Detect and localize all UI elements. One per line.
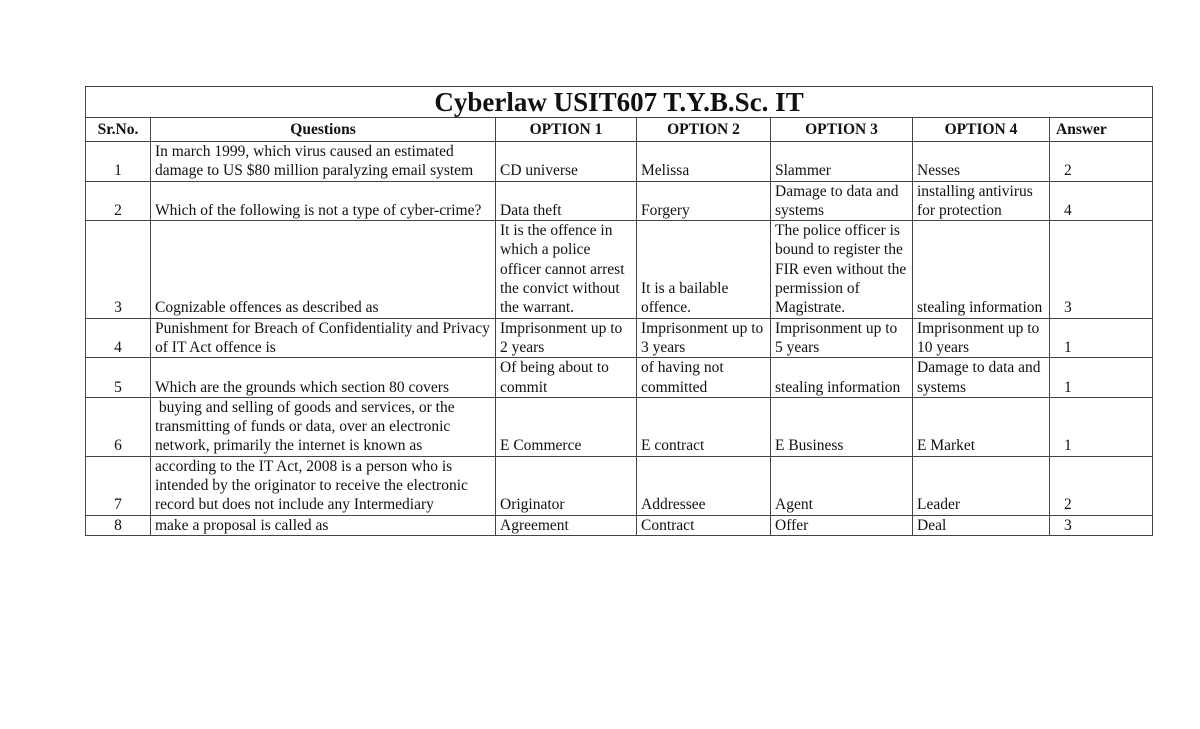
option-2-cell-text: Contract <box>641 516 695 534</box>
sr-no-cell-text: 2 <box>114 201 122 219</box>
answer-cell <box>1050 181 1153 221</box>
option-3-cell <box>771 181 913 221</box>
option-3-cell <box>771 515 913 535</box>
answer-cell <box>1050 142 1153 182</box>
option-4-cell-text: Damage to data and systems <box>917 359 1045 396</box>
sr-no-cell <box>86 142 151 182</box>
option-1-cell <box>496 181 637 221</box>
question-cell-text: Which of the following is not a type of cyber-crime? <box>155 201 482 219</box>
option-4-cell-text: Deal <box>917 516 947 534</box>
question-cell-text: buying and selling of goods and services, or the transmitting of funds or data, over an electronic network, primarily the internet is known as <box>155 398 459 455</box>
question-cell <box>151 318 496 358</box>
option-2-cell-text: E contract <box>641 437 705 455</box>
option-4-cell <box>913 397 1050 456</box>
option-3-cell <box>771 397 913 456</box>
option-2-cell <box>637 515 771 535</box>
option-2-cell <box>637 456 771 515</box>
option-4-cell <box>913 358 1050 398</box>
table-row <box>86 397 1153 456</box>
header-option-2: OPTION 2 <box>637 118 771 142</box>
sr-no-cell-text: 1 <box>114 162 122 180</box>
option-1-cell <box>496 318 637 358</box>
option-2-cell <box>637 221 771 318</box>
sr-no-cell-text: 3 <box>114 299 122 317</box>
option-2-cell <box>637 358 771 398</box>
option-3-cell <box>771 142 913 182</box>
header-sr-no: Sr.No. <box>86 118 151 142</box>
option-1-cell-text: Originator <box>500 496 565 514</box>
option-4-cell-text: installing antivirus for protection <box>917 182 1037 219</box>
answer-cell-text: 1 <box>1064 338 1072 356</box>
question-cell <box>151 181 496 221</box>
sr-no-cell <box>86 221 151 318</box>
answer-cell <box>1050 358 1153 398</box>
option-1-cell-text: It is the offence in which a police officer cannot arrest the convict without the warrant. <box>500 222 629 317</box>
option-3-cell <box>771 456 913 515</box>
question-cell-text: according to the IT Act, 2008 is a person who is intended by the originator to receive the electronic record but does not include any Intermediary <box>155 457 472 514</box>
option-3-cell-text: E Business <box>775 437 844 455</box>
option-1-cell <box>496 358 637 398</box>
answer-cell <box>1050 515 1153 535</box>
sr-no-cell <box>86 397 151 456</box>
sr-no-cell-text: 4 <box>114 338 122 356</box>
option-4-cell-text: Nesses <box>917 162 961 180</box>
sr-no-cell <box>86 515 151 535</box>
sr-no-cell <box>86 318 151 358</box>
header-questions: Questions <box>151 118 496 142</box>
header-option-1: OPTION 1 <box>496 118 637 142</box>
option-4-cell <box>913 142 1050 182</box>
option-3-cell <box>771 358 913 398</box>
option-4-cell <box>913 318 1050 358</box>
question-cell <box>151 142 496 182</box>
sr-no-cell-text: 5 <box>114 378 122 396</box>
answer-cell-text: 3 <box>1064 299 1072 317</box>
question-cell <box>151 456 496 515</box>
table-row <box>86 358 1153 398</box>
option-1-cell-text: CD universe <box>500 162 578 180</box>
sr-no-cell <box>86 181 151 221</box>
option-4-cell-text: Imprisonment up to 10 years <box>917 319 1044 356</box>
sr-no-cell-text: 7 <box>114 496 122 514</box>
table-row <box>86 221 1153 318</box>
option-3-cell-text: Damage to data and systems <box>775 182 903 219</box>
question-cell <box>151 221 496 318</box>
question-cell-text: make a proposal is called as <box>155 516 329 534</box>
question-cell-text: Which are the grounds which section 80 covers <box>155 378 449 396</box>
question-cell-text: Punishment for Breach of Confidentiality and Privacy of IT Act offence is <box>155 319 494 356</box>
option-3-cell-text: Slammer <box>775 162 831 180</box>
option-1-cell-text: E Commerce <box>500 437 582 455</box>
answer-cell <box>1050 221 1153 318</box>
table-row <box>86 181 1153 221</box>
sr-no-cell <box>86 456 151 515</box>
option-2-cell <box>637 318 771 358</box>
table-row <box>86 515 1153 535</box>
option-1-cell <box>496 515 637 535</box>
question-cell-text: Cognizable offences as described as <box>155 299 379 317</box>
option-1-cell <box>496 221 637 318</box>
option-2-cell <box>637 142 771 182</box>
table-row <box>86 456 1153 515</box>
option-2-cell-text: Melissa <box>641 162 690 180</box>
header-option-4: OPTION 4 <box>913 118 1050 142</box>
option-3-cell-text: The police officer is bound to register the FIR even without the permission of Magistrate. <box>775 222 911 317</box>
answer-cell <box>1050 397 1153 456</box>
mcq-table <box>85 86 1153 536</box>
option-1-cell-text: Agreement <box>500 516 569 534</box>
sr-no-cell-text: 6 <box>114 437 122 455</box>
option-4-cell <box>913 181 1050 221</box>
option-3-cell-text: stealing information <box>775 378 901 396</box>
option-1-cell <box>496 142 637 182</box>
option-3-cell <box>771 221 913 318</box>
option-4-cell <box>913 221 1050 318</box>
answer-cell-text: 1 <box>1064 378 1072 396</box>
option-2-cell-text: Imprisonment up to 3 years <box>641 319 768 356</box>
answer-cell-text: 2 <box>1064 496 1072 514</box>
option-2-cell-text: Forgery <box>641 201 690 219</box>
answer-cell-text: 2 <box>1064 162 1072 180</box>
option-4-cell-text: Leader <box>917 496 961 514</box>
header-answer: Answer <box>1050 118 1153 142</box>
option-2-cell-text: It is a bailable offence. <box>641 280 733 317</box>
option-2-cell <box>637 181 771 221</box>
answer-cell <box>1050 456 1153 515</box>
option-2-cell-text: of having not committed <box>641 359 728 396</box>
question-cell <box>151 358 496 398</box>
option-4-cell <box>913 456 1050 515</box>
answer-cell <box>1050 318 1153 358</box>
answer-cell-text: 3 <box>1064 516 1072 534</box>
option-1-cell <box>496 456 637 515</box>
option-1-cell <box>496 397 637 456</box>
answer-cell-text: 4 <box>1064 201 1072 219</box>
option-3-cell <box>771 318 913 358</box>
option-4-cell-text: E Market <box>917 437 976 455</box>
option-1-cell-text: Data theft <box>500 201 562 219</box>
option-2-cell <box>637 397 771 456</box>
column-header-row <box>86 118 1153 142</box>
option-4-cell-text: stealing information <box>917 299 1043 317</box>
option-1-cell-text: Imprisonment up to 2 years <box>500 319 627 356</box>
answer-cell-text: 1 <box>1064 437 1072 455</box>
table-row <box>86 142 1153 182</box>
question-cell <box>151 515 496 535</box>
option-3-cell-text: Offer <box>775 516 809 534</box>
table-row <box>86 318 1153 358</box>
option-2-cell-text: Addressee <box>641 496 706 514</box>
option-3-cell-text: Imprisonment up to 5 years <box>775 319 902 356</box>
option-4-cell <box>913 515 1050 535</box>
header-option-3: OPTION 3 <box>771 118 913 142</box>
question-cell-text: In march 1999, which virus caused an estimated damage to US $80 million paralyzing email system <box>155 143 474 180</box>
sr-no-cell <box>86 358 151 398</box>
sr-no-cell-text: 8 <box>114 516 122 534</box>
option-1-cell-text: Of being about to commit <box>500 359 613 396</box>
document-title: Cyberlaw USIT607 T.Y.B.Sc. IT <box>86 87 1153 118</box>
option-3-cell-text: Agent <box>775 496 813 514</box>
question-cell <box>151 397 496 456</box>
